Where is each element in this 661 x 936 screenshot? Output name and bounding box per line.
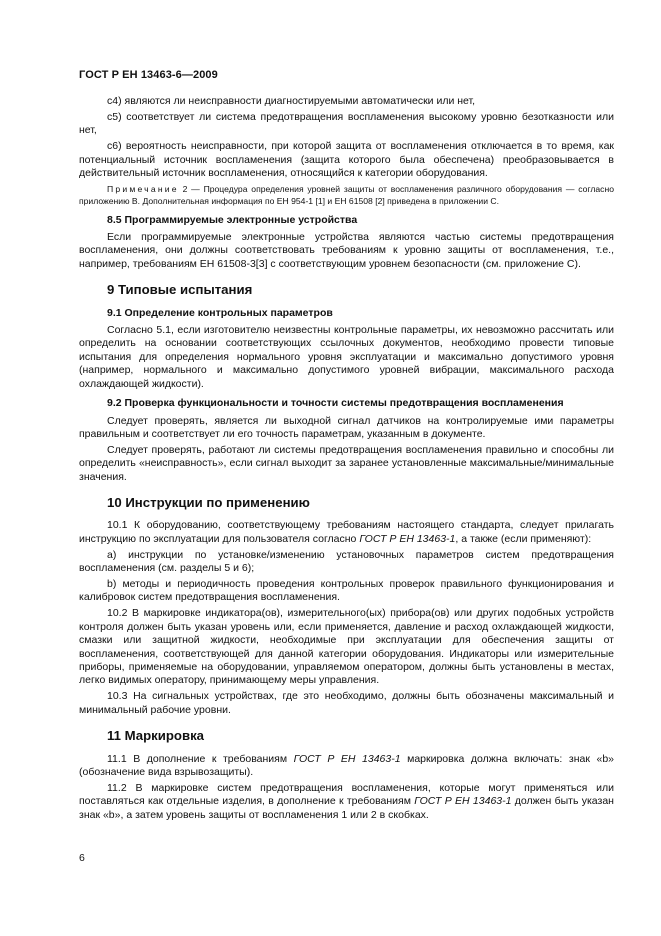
page-number: 6 <box>79 852 85 864</box>
standard-reference: ГОСТ Р ЕН 13463-1 <box>293 752 401 765</box>
paragraph-9-2-b: Следует проверять, работают ли системы предотвращения воспламенения правильно и способны ли определить «неисправность», если сигнал выходит за заранее установленные максимальные/минимальные значения. <box>79 443 614 483</box>
section-heading-11: 11 Маркировка <box>107 728 204 744</box>
page-content <box>79 95 614 825</box>
subsection-heading-8-5: 8.5 Программируемые электронные устройства <box>107 213 358 226</box>
note-label: Примечание <box>107 184 179 195</box>
document-header: ГОСТ Р ЕН 13463-6—2009 <box>79 69 218 81</box>
standard-reference: ГОСТ Р ЕН 13463-1 <box>359 532 456 545</box>
subsection-heading-9-2: 9.2 Проверка функциональности и точности системы предотвращения воспламенения <box>107 397 564 410</box>
paragraph-11-1-tail: маркировка должна включать: знак «b» (обозначение вида взрывозащиты). <box>79 752 614 778</box>
paragraph-10-1 <box>79 519 614 546</box>
paragraph-11-1 <box>79 753 614 780</box>
paragraph-10-3: 10.3 На сигнальных устройствах, где это необходимо, должны быть обозначены максимальный и минимальный рабочие уровни. <box>79 690 614 716</box>
paragraph-9-1: Согласно 5.1, если изготовителю неизвестны контрольные параметры, их невозможно рассчитать или определить на основании соответствующих ссылочных документов, необходимо провести типовые испытания для определения нормального уровня эксплуатации и максимально допустимого уровня (например, нормального и максимально допустимого уровней вибрации, максимального расхода охлаждающей жидкости). <box>79 324 614 390</box>
paragraph-11-2 <box>79 782 614 822</box>
note-text: 2 — Процедура определения уровней защиты от воспламенения различного оборудования — согласно приложению В. Дополнительная информация по ЕН 954-1 [1] и ЕН 61508 [2] приведена в приложении С. <box>79 184 614 207</box>
standard-reference: ГОСТ Р ЕН 13463-1 <box>414 795 512 808</box>
list-item-c5: c5) соответствует ли система предотвращения воспламенения высокому уровню безотказности или нет, <box>79 110 614 137</box>
section-heading-9: 9 Типовые испытания <box>107 282 253 298</box>
paragraph-10-2: 10.2 В маркировке индикатора(ов), измерительного(ых) прибора(ов) или других подобных устройств контроля должен быть указан уровень или, если применяется, давление и расход охлаждающей жидкости, смазки или защитной жидкости, необходимые при эксплуатации для обеспечения защиты от воспламенения, соответствующей для данной категории оборудования. Индикаторы или измерительные приборы, применяемые на оборудовании, управляемом оператором, должны быть установлены в местах, легко видимых оператору, принимающему меры управления. <box>79 607 614 687</box>
subsection-heading-9-1: 9.1 Определение контрольных параметров <box>107 306 333 319</box>
list-item-10-1-b: b) методы и периодичность проведения контрольных проверок правильного функционирования и калибровок систем предотвращения воспламенения. <box>79 578 614 604</box>
list-item-10-1-a: а) инструкции по установке/изменению установочных параметров систем предотвращения воспламенения (см. разделы 5 и 6); <box>79 548 614 575</box>
paragraph-11-2-tail: должен быть указан знак «b», а затем уровень защиты от воспламенения 1 или 2 в скобках. <box>79 795 614 821</box>
paragraph-8-5: Если программируемые электронные устройства являются частью системы предотвращения воспламенения, они должны соответствовать требованиям к уровню защиты от воспламенения, т.е., например, требованиям ЕН 61508-3[3] с соответствующим уровнем безопасности (см. приложение С). <box>79 231 614 270</box>
paragraph-11-1-text: 11.1 В дополнение к требованиям <box>107 752 294 765</box>
paragraph-10-1-text: 10.1 К оборудованию, соответствующему требованиям настоящего стандарта, следует прилагать инструкцию по эксплуатации для пользователя согласно <box>79 519 614 545</box>
list-item-c6: c6) вероятность неисправности, при которой защита от воспламенения отключается в то время, как потенциальный источник воспламенения (защита которого была обеспечена) преобразовывается в действительный источник воспламенения, относящийся к категории оборудования. <box>79 140 614 180</box>
paragraph-11-2-text: 11.2 В маркировке систем предотвращения воспламенения, которые могут применяться или поставляться как отдельные изделия, в дополнение к требованиям <box>79 781 614 808</box>
list-item-c4: c4) являются ли неисправности диагностируемыми автоматически или нет, <box>107 95 476 107</box>
paragraph-9-2-a: Следует проверять, является ли выходной сигнал датчиков на контролируемые ими параметры правильным и соответствует ли его точность параметрам, указанным в документе. <box>79 414 614 440</box>
paragraph-10-1-tail: , а также (если применяют): <box>455 532 592 545</box>
section-heading-10: 10 Инструкции по применению <box>107 495 310 511</box>
note-2 <box>79 184 614 207</box>
